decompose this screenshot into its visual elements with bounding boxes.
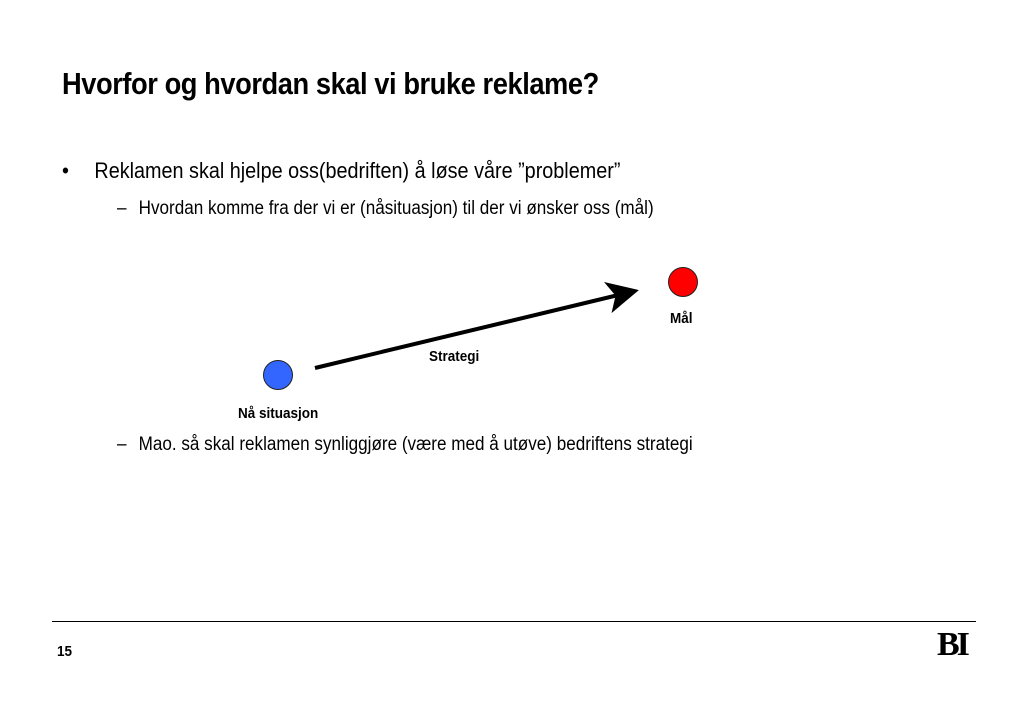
bi-logo: BI xyxy=(937,626,967,663)
footer-divider xyxy=(52,621,976,622)
current-situation-label: Nå situasjon xyxy=(238,405,319,422)
dash-marker: – xyxy=(117,198,127,219)
slide-title: Hvorfor og hvordan skal vi bruke reklame? xyxy=(62,66,599,101)
sub-bullet-2 xyxy=(117,434,693,456)
current-situation-circle xyxy=(263,360,293,390)
dash-marker: – xyxy=(117,434,127,455)
sub-bullet-2-text: Mao. så skal reklamen synliggjøre (være med å utøve) bedriftens strategi xyxy=(138,434,693,455)
page-number: 15 xyxy=(57,643,73,660)
goal-label: Mål xyxy=(670,310,693,327)
sub-bullet-1-text: Hvordan komme fra der vi er (nåsituasjon) til der vi ønsker oss (mål) xyxy=(138,198,654,219)
bullet-1-text: Reklamen skal hjelpe oss(bedriften) å løse våre ”problemer” xyxy=(94,158,621,183)
bullet-marker: • xyxy=(62,158,69,183)
strategy-label: Strategi xyxy=(429,348,480,365)
